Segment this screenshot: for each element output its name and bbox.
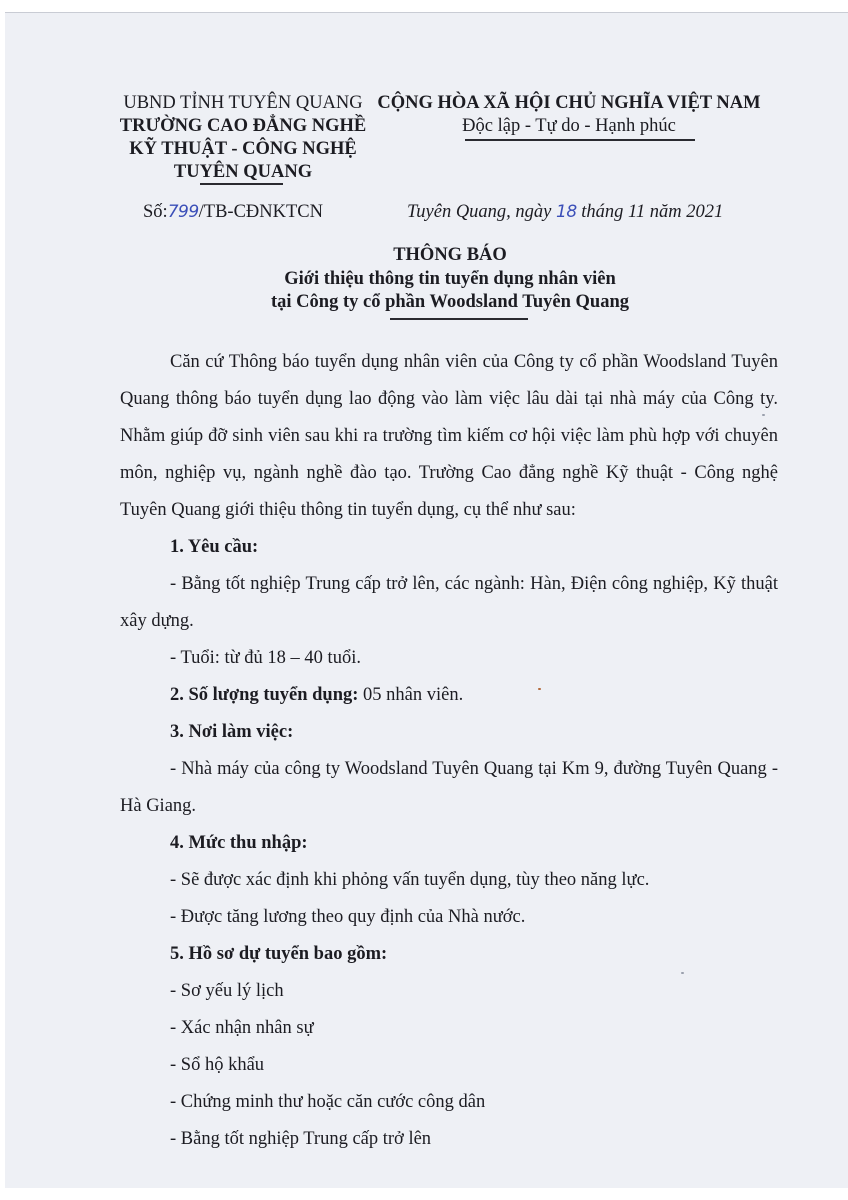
intro-paragraph: Căn cứ Thông báo tuyển dụng nhân viên của Công ty cổ phần Woodsland Tuyên Quang thông báo tuyển dụng lao động vào làm việc lâu dài tại nhà máy của Công ty. Nhằm giúp đỡ sinh viên sau khi ra trường tìm kiếm cơ hội việc làm phù hợp với chuyên môn, nghiệp vụ, ngành nghề đào tạo. Trường Cao đẳng nghề Kỹ thuật - Công nghệ Tuyên Quang giới thiệu thông tin tuyển dụng, cụ thể như sau: (120, 352, 778, 520)
number-suffix: /TB-CĐNKTCN (198, 202, 324, 222)
section-heading-income: 4. Mức thu nhập: (170, 833, 308, 853)
organization-name-line1: TRƯỜNG CAO ĐẲNG NGHỀ (119, 116, 367, 136)
title-subtitle-line1: Giới thiệu thông tin tuyển dụng nhân viên (284, 268, 616, 289)
number-label: Số: (143, 202, 168, 222)
document-item: - Sơ yếu lý lịch (170, 981, 284, 1001)
quantity-value: 05 nhân viên. (358, 685, 464, 705)
workplace-item: - Nhà máy của công ty Woodsland Tuyên Quang tại Km 9, đường Tuyên Quang - Hà Giang. (120, 759, 778, 816)
section-heading-documents: 5. Hồ sơ dự tuyển bao gồm: (170, 944, 388, 964)
section-heading-workplace: 3. Nơi làm việc: (170, 722, 294, 742)
document-body (120, 344, 778, 1158)
title-subtitle-line2: tại Công ty cổ phần Woodsland Tuyên Quang (271, 292, 629, 312)
document-number (143, 200, 323, 224)
title-underline (390, 318, 528, 320)
national-motto: Độc lập - Tự do - Hạnh phúc (462, 116, 676, 136)
document-item: - Chứng minh thư hoặc căn cước công dân (170, 1092, 486, 1112)
income-item: - Được tăng lương theo quy định của Nhà nước. (170, 907, 526, 927)
issuing-authority: UBND TỈNH TUYÊN QUANG (123, 93, 363, 113)
document-item: - Xác nhận nhân sự (170, 1018, 314, 1038)
title-main: THÔNG BÁO (393, 245, 507, 265)
handwritten-number: 799 (167, 202, 199, 222)
issuer-header (105, 92, 381, 184)
document-date (407, 200, 723, 224)
requirement-item: - Bằng tốt nghiệp Trung cấp trở lên, các ngành: Hàn, Điện công nghiệp, Kỹ thuật xây dựng. (120, 574, 778, 631)
document-item: - Sổ hộ khẩu (170, 1055, 265, 1075)
organization-name-line2: KỸ THUẬT - CÔNG NGHỆ (129, 139, 357, 159)
requirement-item: - Tuổi: từ đủ 18 – 40 tuổi. (170, 648, 361, 668)
national-title: CỘNG HÒA XÃ HỘI CHỦ NGHĨA VIỆT NAM (377, 93, 761, 113)
header-left-underline (200, 183, 283, 185)
income-item: - Sẽ được xác định khi phỏng vấn tuyển dụng, tùy theo năng lực. (170, 870, 650, 890)
date-suffix: tháng 11 năm 2021 (581, 202, 724, 222)
scan-speck (681, 972, 684, 974)
date-prefix: Tuyên Quang, ngày (407, 202, 552, 222)
organization-name-line3: TUYÊN QUANG (173, 162, 313, 182)
section-heading-requirements: 1. Yêu cầu: (170, 537, 259, 557)
section-quantity (120, 677, 778, 714)
document-title (120, 244, 780, 315)
handwritten-day: 18 (556, 202, 577, 222)
document-item: - Bằng tốt nghiệp Trung cấp trở lên (170, 1129, 432, 1149)
scan-speck (762, 414, 765, 416)
national-header (362, 92, 776, 138)
scan-speck (538, 688, 541, 690)
motto-underline (465, 139, 695, 141)
section-heading-quantity: 2. Số lượng tuyển dụng: (170, 685, 359, 705)
